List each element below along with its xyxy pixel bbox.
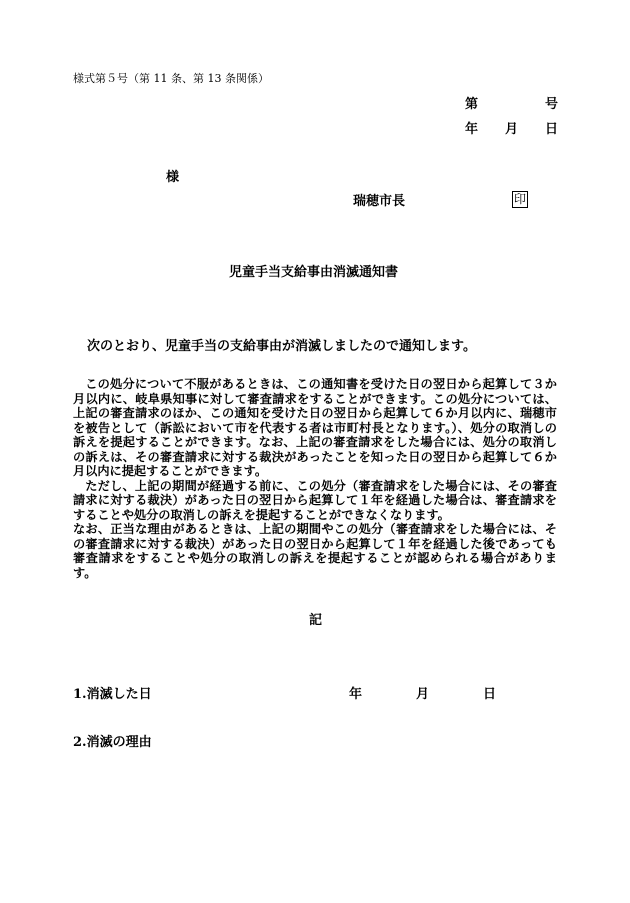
appeal-notice xyxy=(73,377,557,580)
sender-name: 瑞穂市長 xyxy=(353,194,406,209)
addressee-suffix: 様 xyxy=(166,170,180,185)
notice-paragraph-3: なお、正当な理由があるときは、上記の期間やこの処分（審査請求をした場合には、その審査請求に対する裁決）があった日の翌日から起算して１年を経過した後であっても審査請求をすることや処分の取消しの訴えを提起することが認められる場合があります。 xyxy=(73,522,557,580)
form-number-label: 様式第５号（第 11 条、第 13 条関係） xyxy=(73,72,269,85)
document-title: 児童手当支給事由消滅通知書 xyxy=(229,265,399,280)
item1-day: 日 xyxy=(483,687,497,702)
seal-mark xyxy=(512,188,528,208)
doc-number-dai: 第 xyxy=(465,97,479,112)
item1-label: 1.消滅した日 xyxy=(73,687,152,702)
intro-text: 次のとおり、児童手当の支給事由が消滅しましたので通知します。 xyxy=(87,339,476,354)
item1-month: 月 xyxy=(416,687,430,702)
notice-paragraph-2: ただし、上記の期間が経過する前に、この処分（審査請求をした場合には、その審査請求に対する裁決）があった日の翌日から起算して１年を経過した場合は、審査請求をすることや処分の取消しの訴えを提起することができなくなります。 xyxy=(73,478,557,522)
doc-number-go: 号 xyxy=(545,97,559,112)
seal-label: 印 xyxy=(514,192,527,206)
date-month: 月 xyxy=(505,122,519,137)
item2-label: 2.消滅の理由 xyxy=(73,735,152,750)
ki-heading: 記 xyxy=(309,613,323,628)
date-day: 日 xyxy=(545,122,559,137)
date-year: 年 xyxy=(465,122,479,137)
item1-year: 年 xyxy=(349,687,363,702)
notice-paragraph-1: この処分について不服があるときは、この通知書を受けた日の翌日から起算して３か月以内に、岐阜県知事に対して審査請求をすることができます。この処分については、上記の審査請求のほか、この通知を受けた日の翌日から起算して６か月以内に、瑞穂市を被告として（訴訟において市を代表する者は市町村長となります。）、処分の取消しの訴えを提起することができます。なお、上記の審査請求をした場合には、処分の取消しの訴えは、その審査請求に対する裁決があったことを知った日の翌日から起算して６か月以内に提起することができます。 xyxy=(73,377,557,478)
